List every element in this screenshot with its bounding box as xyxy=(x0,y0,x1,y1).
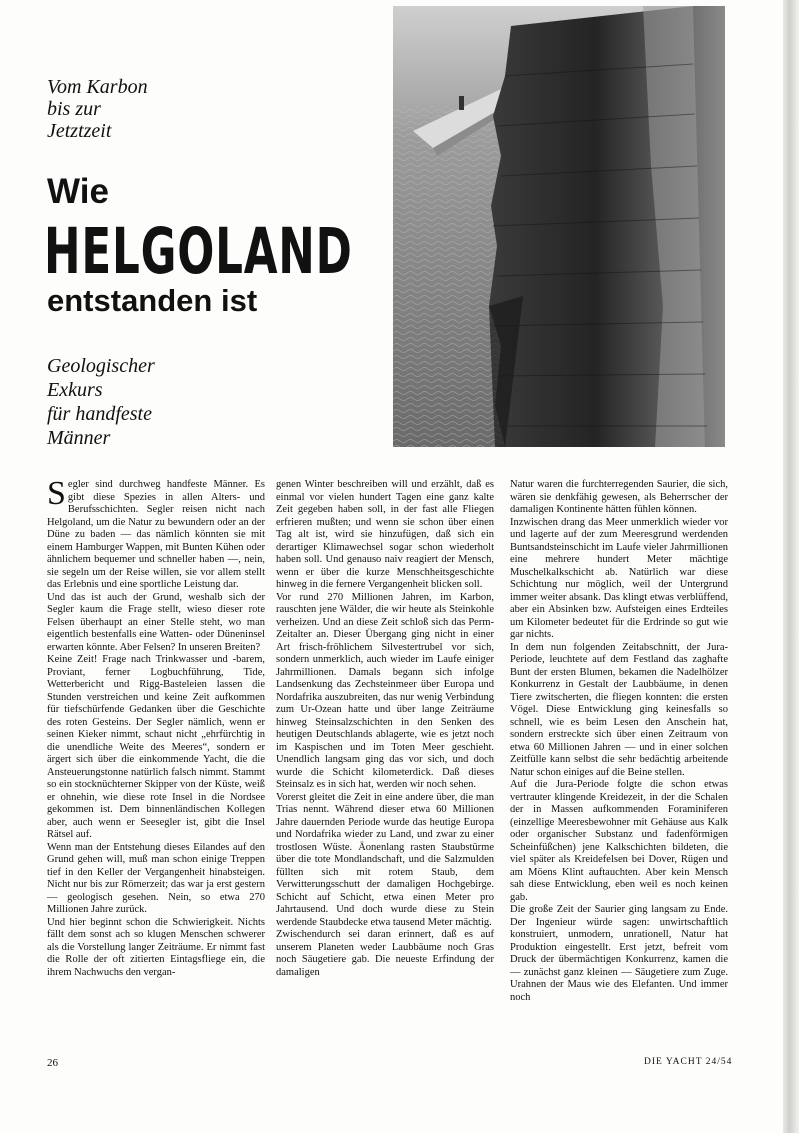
subhead xyxy=(47,354,307,450)
title-main: HELGOLAND xyxy=(44,215,353,289)
paragraph: Und das ist auch der Grund, weshalb sich der Segler kaum die Frage stellt, wieso dieser rote Felsen überhaupt an einer Stelle steht, wo man eigentlich bestenfalls eine Watten- oder Düneninsel erwarten könnte. Aber Felsen? In unseren Breiten? xyxy=(47,591,265,653)
page-number: 26 xyxy=(47,1057,58,1069)
title-top: Wie xyxy=(47,172,109,211)
subhead-line: Männer xyxy=(47,427,111,449)
subhead-line: Geologischer xyxy=(47,355,155,377)
helgoland-cliff-photo xyxy=(393,6,725,447)
paragraph: Inzwischen drang das Meer unmerklich wieder vor und lagerte auf der zum Meeresgrund werdenden Buntsandsteinschicht im Laufe vieler Jahrmillionen eine mehrere hundert Meter mächtige Muschelkalkschicht ab. Natürlich war diese Schichtung nur möglich, weil der Untergrund immer weiter absank. Das klingt etwas verblüffend, aber ein Absinken bzw. Aufsteigen eines Erdteiles um Kilometer bedeutet für die Erdrinde so gut wie gar nichts. xyxy=(510,516,728,640)
magazine-issue: DIE YACHT 24/54 xyxy=(644,1057,733,1067)
page-edge xyxy=(783,0,799,1133)
subhead-line: für handfeste xyxy=(47,403,152,425)
body-column-3 xyxy=(510,479,728,1054)
paragraph: Zwischendurch sei daran erinnert, daß es auf unserem Planeten weder Laubbäume noch Gras noch Säugetiere gab. Die neueste Erfindung der damaligen xyxy=(276,929,494,978)
paragraph: Und hier beginnt schon die Schwierigkeit. Nichts fällt dem sonst ach so klugen Menschen schwerer als die Vorstellung langer Zeiträume. Er nimmt fast die Rolle der oft zitierten Eintagsfliege ein, die ihrem Nachwuchs den vergan- xyxy=(47,916,265,978)
kicker-line: bis zur xyxy=(47,98,101,120)
subhead-line: Exkurs xyxy=(47,379,103,401)
paragraph: Segler sind durchweg handfeste Männer. Es gibt diese Spezies in allen Alters- und Berufsschichten. Segler reisen nicht nach Helgoland, um die Natur zu bewundern oder an der Düne zu baden — das nämlich könnten sie mit einem Hamburger Wappen, mit Bunten Kühen oder ähnlichem bequemer und schneller haben —, nein, sie segeln um der Reise willen, sie vor allem stellt das Erlebnis und eine sportliche Leistung dar. xyxy=(47,479,265,590)
paragraph: Keine Zeit! Frage nach Trinkwasser und -barem, Proviant, ferner Logbuchführung, Tide, Wetterbericht und Rigg-Basteleien lassen die Stunden verstreichen und keine Zeit aufkommen für tiefschürfende Gedanken über die Geschichte des roten Gesteins. Der Segler nämlich, wenn er seinen Kieker nimmt, schaut nicht „ehrfürchtig in die unendliche Weite des Meeres“, sondern er ärgert sich über die einkommende Yacht, die die Ansteuerungstonne natürlich falsch nimmt. Stammt so ein stocknüchterner Skipper von der Küste, weiß er ohnehin, wie diese rote Insel in die Nordsee gekommen ist. Dem binnenländischen Kollegen aber, auch wenn er Seesegler ist, gibt die Insel Rätsel auf. xyxy=(47,654,265,840)
title-bottom: entstanden ist xyxy=(47,283,258,318)
body-column-1 xyxy=(47,479,265,1054)
paragraph: Natur waren die furchterregenden Saurier, die sich, wären sie denkfähig gewesen, als Beherrscher der damaligen Kontinente hätten fühlen können. xyxy=(510,479,728,515)
paragraph: In dem nun folgenden Zeitabschnitt, der Jura-Periode, leuchtete auf dem Festland das zaghafte Bunt der ersten Blumen, bekamen die Nadelhölzer Konkurrenz in Gestalt der Laubbäume, in denen Tiere zwitscherten, die fliegen konnten: die ersten Vögel. Diese Entwicklung ging keinesfalls so schnell, wie es beim Lesen den Anschein hat, sondern erstreckte sich über einen Zeitraum von etwa 60 Millionen Jahren — und in einer solchen Zeitfülle kann selbst die sehr bedächtig arbeitende Natur schon einiges auf die Beine stellen. xyxy=(510,641,728,778)
kicker-line: Jetztzeit xyxy=(47,120,112,142)
paragraph: Vor rund 270 Millionen Jahren, im Karbon, rauschten jene Wälder, die wir heute als Steinkohle verheizen. Und an diese Zeit schloß sich das Perm-Zeitalter an. Dieser Übergang ging nicht in einer Art frisch-fröhlichem Silvestertrubel vor sich, sondern unmerklich, auch wieder im Laufe einiger Jahrmillionen. Damals begann sich infolge Landsenkung das Zechsteinmeer über Europa und Nordafrika auszubreiten, das nur wenig Verbindung zum Ur-Ozean hatte und über lange Zeiträume hinweg Steinsalzschichten in den Senken des heutigen Deutschlands ablagerte, wie es jetzt noch im Kaspischen und im Toten Meer geschieht. Unendlich langsam ging das vor sich, und doch wurde die Schicht kilometerdick. Daß dieses Steinsalz es in sich hat, werden wir noch sehen. xyxy=(276,591,494,790)
kicker xyxy=(47,76,347,142)
paragraph: Auf die Jura-Periode folgte die schon etwas vertrauter klingende Kreidezeit, in der die Schalen der in Massen aufkommenden Foraminiferen (einzellige Meeresbewohner mit Gehäuse aus Kalk oder organischer Substanz und fadenförmigen Scheinfüßchen) jene Kalkschichten bildeten, die viel später als Kreidefelsen bei Dover, Rügen und am Möens Klint auftauchten. Aber kein Mensch sah diese Entwicklung, eben weil es noch keinen gab. xyxy=(510,779,728,903)
kicker-line: Vom Karbon xyxy=(47,76,148,98)
paragraph: Die große Zeit der Saurier ging langsam zu Ende. Der Ingenieur würde sagen: unwirtschaftlich konstruiert, unmodern, unrationell, Natur hat Produktion eingestellt. Erst jetzt, befreit vom Druck der übermächtigen Konkurrenz, kamen die — zunächst ganz kleinen — Säugetiere zum Zuge. Urahnen der Maus wie des Elefanten. Und immer noch xyxy=(510,904,728,1003)
paragraph: Vorerst gleitet die Zeit in eine andere über, die man Trias nennt. Während dieser etwa 60 Millionen Jahre dauernden Periode wurde das heutige Europa und Nordafrika wieder zu Land, und zwar zu einer trostlosen Wüste. Äonenlang rasten Staubstürme über die tote Mondlandschaft, und die Salzmulden füllten sich mit rotem Staub, dem Verwitterungsschutt der damaligen Hochgebirge. Schicht auf Schicht, etwa einen Meter pro Jahrtausend. Und doch wurde diese zu Stein werdende Staubdecke etwa tausend Meter mächtig. xyxy=(276,791,494,928)
drop-cap: S xyxy=(47,479,66,512)
body-column-2 xyxy=(276,479,494,1054)
paragraph: genen Winter beschreiben will und erzählt, daß es einmal vor vielen hundert Tagen eine ganz kalte Zeit gegeben haben soll, in der fast alle Fliegen erfrieren mußten; und wenn sie schon über einen Tag alt ist, wird sie hinzufügen, daß sich ein derartiger Klimawechsel sogar schon wiederholt haben soll. Und genauso naiv reagiert der Mensch, wenn er über die kurze Menschheitsgeschichte hinweg in die fernere Vergangenheit blicken soll. xyxy=(276,479,494,590)
paragraph: Wenn man der Entstehung dieses Eilandes auf den Grund gehen will, muß man schon einige Treppen tief in den Keller der Vergangenheit hinabsteigen. Nicht nur bis zur Römerzeit; das war ja erst gestern — geologisch gesehen. Nein, so etwa 270 Millionen Jahre zurück. xyxy=(47,841,265,915)
